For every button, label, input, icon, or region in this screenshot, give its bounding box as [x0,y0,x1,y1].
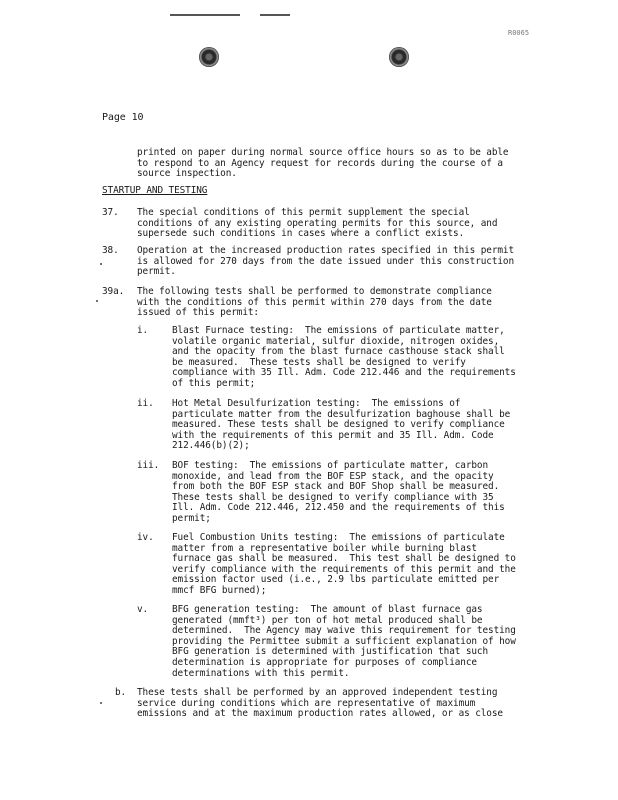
subitem-number: v. [137,604,149,615]
section-heading: STARTUP AND TESTING [102,185,208,196]
subitem-text: Hot Metal Desulfurization testing: The emissions of particulate matter from the desulfurization baghouse shall be measured. These tests shall be designed to verify compliance with the requirements of this permit and 35 Ill. Adm. Code 212.446(b)(2); [172,398,511,452]
item-number: b. [115,687,127,698]
scan-artifact-line [170,14,240,16]
corner-stamp: R0065 [508,29,530,37]
subitem-text: BFG generation testing: The amount of blast furnace gas generated (mmft³) per ton of hot metal produced shall be determined. The Agency may waive this requirement for testing providing the Permittee submit a sufficient explanation of how BFG generation is determined with justification that such determination is appropriate for purposes of compliance determinations with this permit. [172,604,516,679]
subitem-text: Fuel Combustion Units testing: The emissions of particulate matter from a representative boiler while burning blast furnace gas shall be measured. This test shall be designed to verify compliance with the requirements of this permit and the emission factor used (i.e., 2.9 lbs particulate emitted per mmcf BFG burned); [172,532,516,596]
item-number: 39a. [102,286,125,297]
page-label: Page 10 [102,112,144,123]
item-text: The special conditions of this permit supplement the special conditions of any existing operating permits for this source, and supersede such conditions in cases where a conflict exists. [137,207,498,240]
item-text: Operation at the increased production rates specified in this permit is allowed for 270 days from the date issued under this construction permit. [137,245,515,278]
scan-speck [100,702,102,704]
subitem-number: i. [137,325,149,336]
item-number: 38. [102,245,119,256]
scan-speck [100,263,102,265]
subitem-number: ii. [137,398,154,409]
scan-artifact-line [260,14,290,16]
item-number: 37. [102,207,119,218]
punch-hole-left [199,47,219,67]
punch-hole-right [389,47,409,67]
subitem-text: Blast Furnace testing: The emissions of particulate matter, volatile organic material, sulfur dioxide, nitrogen oxides, and the opacity from the blast furnace casthouse stack shall be measured. These tests shall be designed to verify compliance with 35 Ill. Adm. Code 212.446 and the requirements of this permit; [172,325,516,389]
subitem-number: iii. [137,460,160,471]
item-text: These tests shall be performed by an approved independent testing service during conditions which are representative of maximum emissions and at the maximum production rates allowed, or as close [137,687,503,720]
scan-speck [96,300,98,302]
subitem-text: BOF testing: The emissions of particulate matter, carbon monoxide, and lead from the BOF ESP stack, and the opacity from both the BOF ESP stack and BOF Shop shall be measured. These tests shall be designed to verify compliance with 35 Ill. Adm. Code 212.446, 212.450 and the requirements of this permit; [172,460,505,524]
item-text: The following tests shall be performed to demonstrate compliance with the conditions of this permit within 270 days from the date issued of this permit: [137,286,492,319]
intro-paragraph: printed on paper during normal source office hours so as to be able to respond to an Agency request for records during the course of a source inspection. [137,147,509,180]
subitem-number: iv. [137,532,154,543]
